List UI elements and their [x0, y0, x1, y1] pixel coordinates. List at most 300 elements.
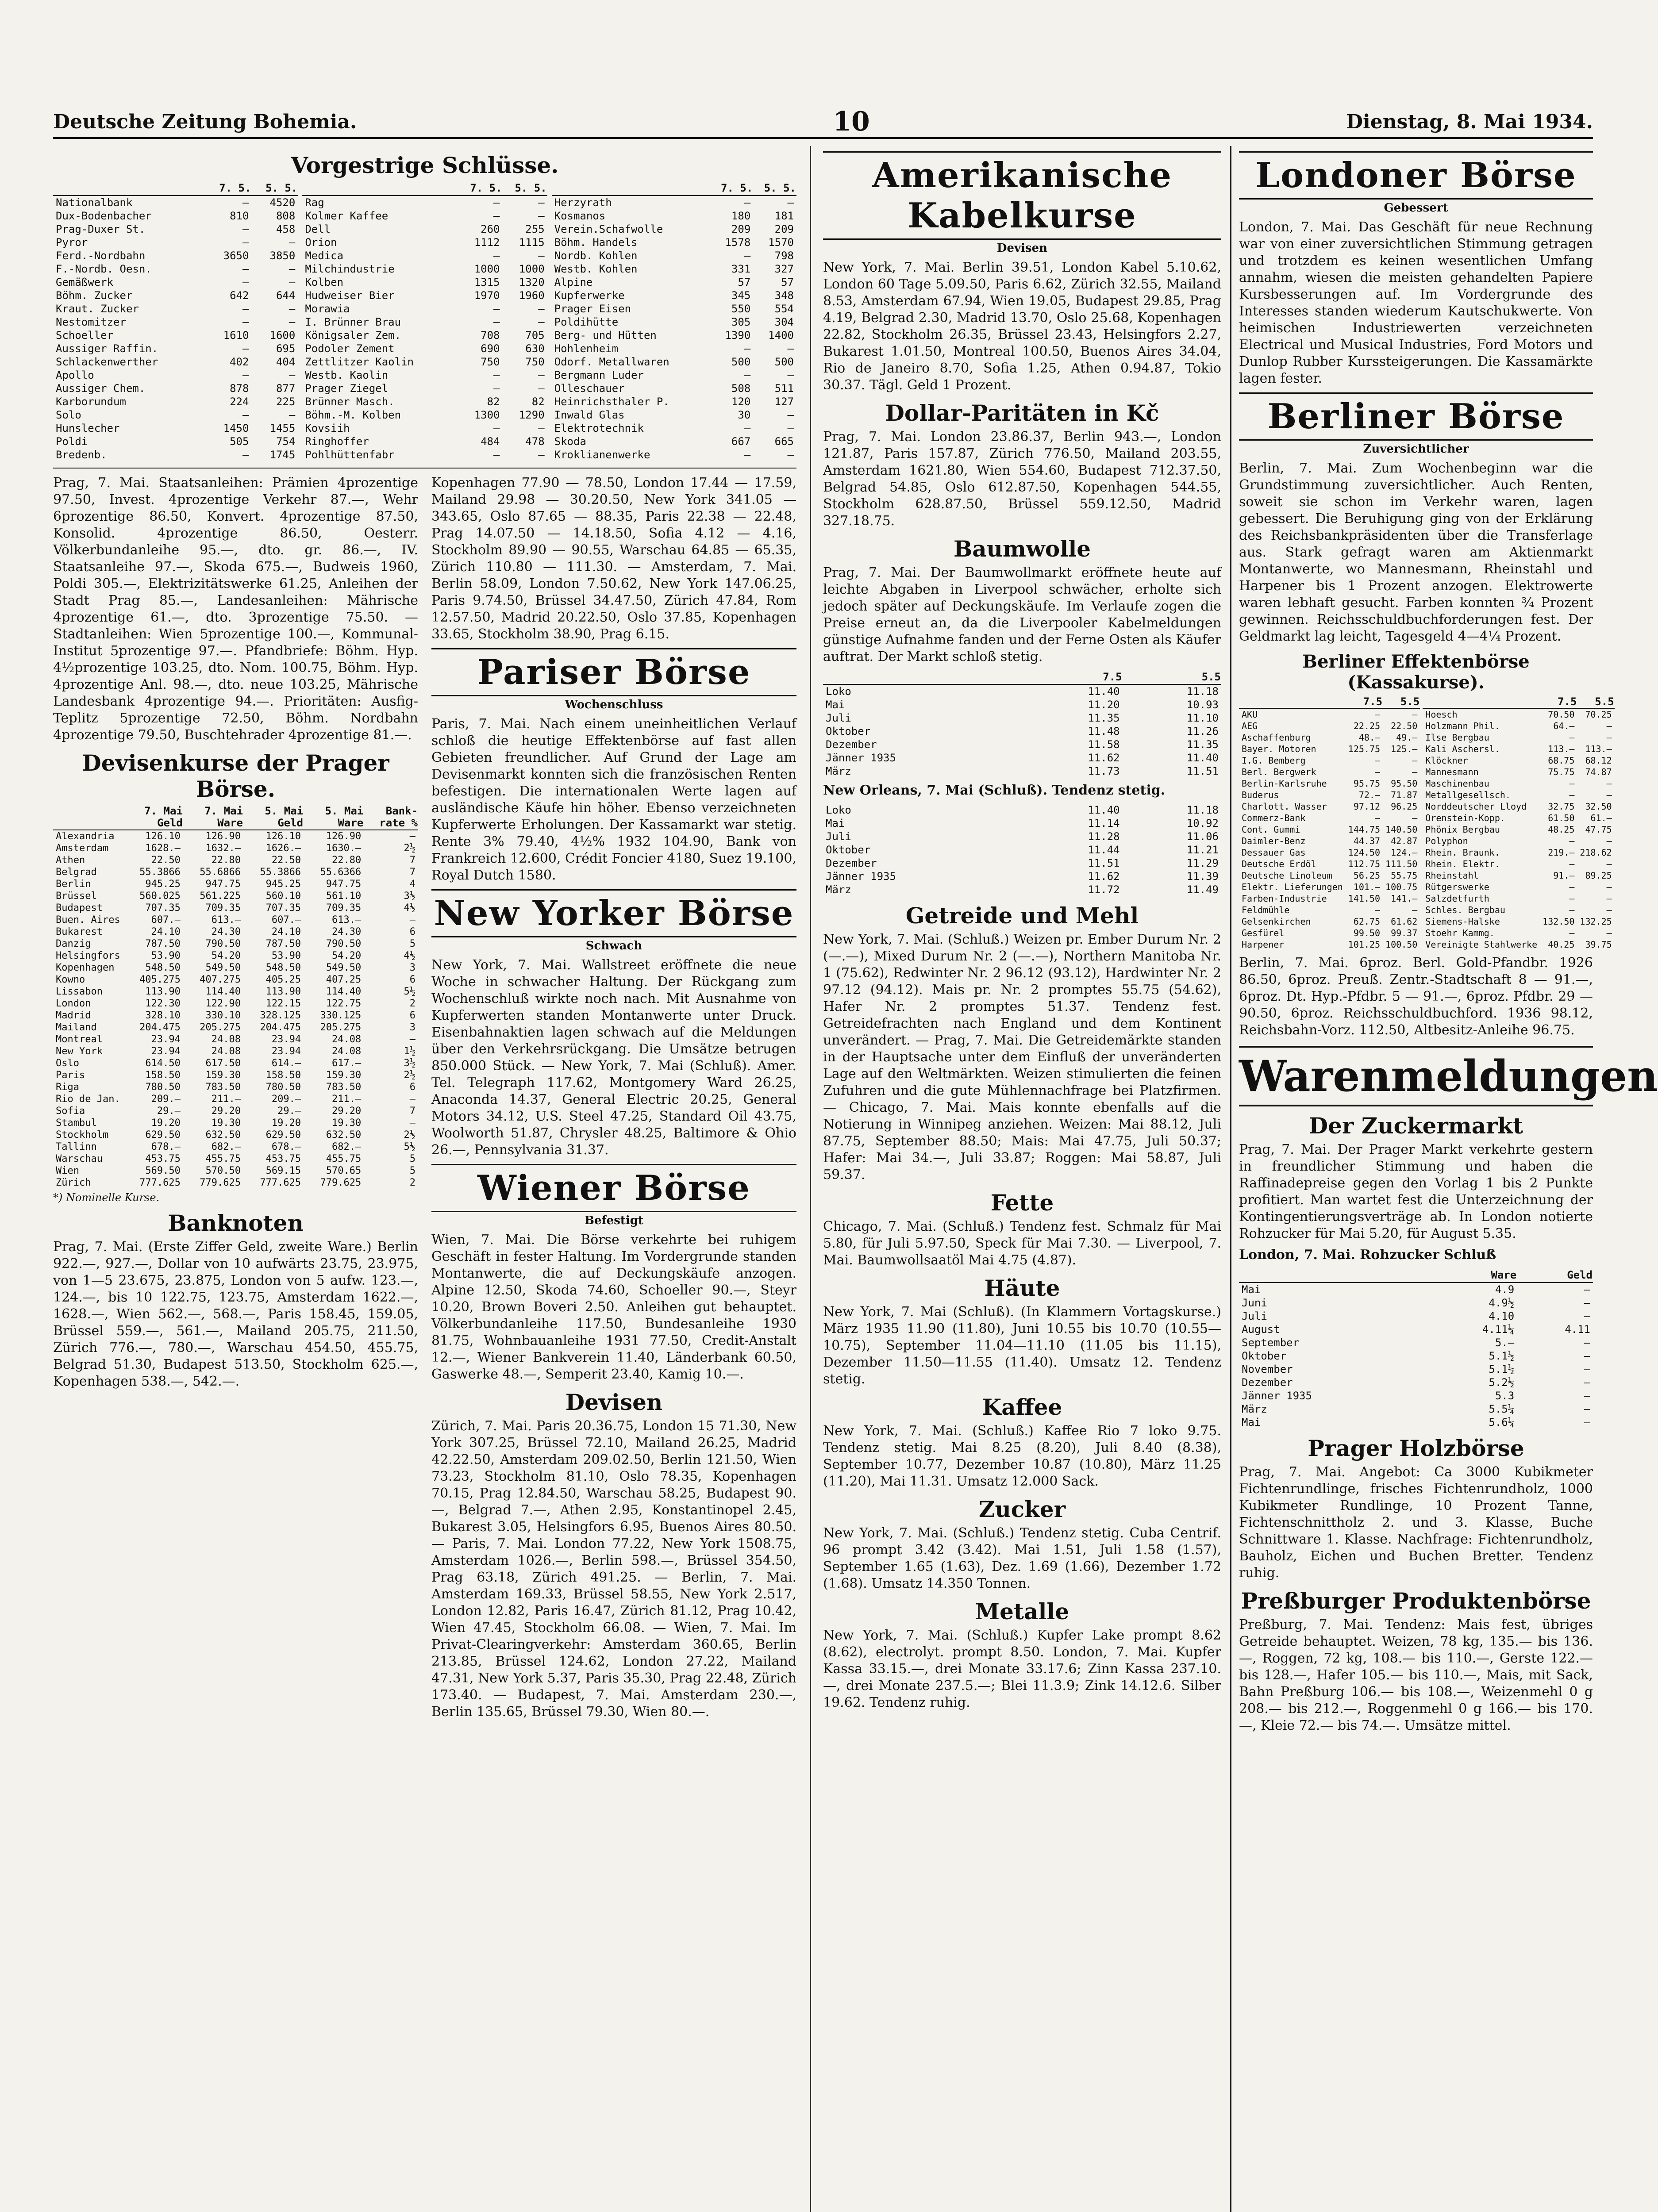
hides-report: New York, 7. Mai (Schluß). (In Klammern Vortagskurse.) März 1935 11.90 (11.80), Juni 10.55 bis 10.70 (10.55—10.75), September 11.04—11.10 (11.05 bis 11.15), Dezember 11.50—11.55 (11.40). Umsatz 12. Tendenz stetig.	[823, 1304, 1221, 1387]
quote-value: 632.50	[326, 1129, 362, 1141]
column-header: 5. Mai Ware	[304, 805, 364, 830]
table-row	[552, 196, 796, 209]
quote-value: —	[242, 223, 249, 235]
quote-value: —	[493, 382, 500, 395]
row-label: Apollo	[56, 369, 94, 381]
quote-value: 180	[731, 210, 751, 222]
table-row	[302, 249, 547, 262]
quote-value: 96.25	[1391, 801, 1418, 812]
quote-value: —	[1374, 905, 1381, 915]
quote-value: —	[538, 316, 545, 328]
wien-report: Wien, 7. Mai. Die Börse verkehrte bei ruhigem Geschäft in fester Haltung. Im Vordergrunde standen Montanwerte, die auf Deckungskäufe anzogen. Alpine 12.50, Skoda 74.60, Schoeller 90.—, Steyr 10.20, Brown Boveri 2.50. Anleihen gut behauptet. Völkerbundanleihe 117.50, Bundesanleihe 1930 81.75, Wohnbauanleihe 1931 77.50, Credit-Anstalt 12.—, Wiener Bankverein 11.40, Länderbank 60.50, Gaswerke 48.—, Semperit 23.40, Kamig 10.—.	[431, 1232, 796, 1382]
table-row	[53, 1141, 418, 1153]
quote-value: 113.—	[1548, 744, 1575, 754]
table-row	[823, 883, 1221, 896]
row-label: Ferd.-Nordbahn	[56, 250, 146, 262]
row-label: Rütgerswerke	[1425, 882, 1489, 892]
row-label: Stoehr Kammg.	[1425, 928, 1495, 938]
quote-value: 554	[774, 303, 794, 315]
table-row	[302, 329, 547, 342]
column-header: 7.5	[1023, 670, 1122, 684]
quote-value: 790.50	[205, 938, 241, 949]
table-row	[53, 329, 298, 342]
table-row	[302, 262, 547, 276]
coffee-title: Kaffee	[982, 1394, 1062, 1420]
quote-value: 642	[230, 289, 249, 302]
quote-value: 1632.—	[205, 843, 241, 854]
table-row	[302, 315, 547, 329]
quote-value: 11.40	[1186, 752, 1219, 764]
quote-value: 630	[525, 342, 545, 355]
quote-value: 5	[409, 938, 415, 949]
quote-value: 2½	[404, 1070, 415, 1081]
quote-value: —	[242, 276, 249, 288]
table-row	[1239, 858, 1420, 870]
quote-value: 40.25	[1548, 939, 1575, 950]
table-row	[1423, 916, 1614, 927]
quote-value: 24.10	[271, 926, 301, 937]
quote-value: 209	[774, 223, 794, 235]
table-row	[53, 1010, 418, 1022]
row-label: Orenstein-Kopp.	[1425, 813, 1505, 823]
table-row	[302, 448, 547, 461]
quote-value: 632.50	[205, 1129, 241, 1141]
table-row	[53, 382, 298, 395]
wien-subtitle: Befestigt	[585, 1214, 643, 1227]
table-row	[552, 289, 796, 302]
row-label: Tallinn	[56, 1141, 97, 1152]
quote-value: 484	[481, 435, 500, 448]
quote-value: 779.625	[320, 1177, 362, 1188]
table-row	[53, 842, 418, 854]
row-label: Orion	[305, 236, 337, 249]
quote-value: —	[493, 369, 500, 381]
quote-value: 24.08	[211, 1046, 241, 1057]
quote-value: 205.275	[320, 1022, 362, 1033]
quote-value: —	[1374, 813, 1381, 823]
row-label: Mai	[826, 699, 845, 711]
quote-value: 945.25	[265, 879, 301, 890]
table-row	[1239, 916, 1420, 927]
table-row	[302, 302, 547, 315]
quote-value: 125.—	[1391, 744, 1418, 754]
quote-value: 211.—	[332, 1094, 362, 1105]
sugar-title: Zucker	[978, 1496, 1066, 1522]
cotton-table	[823, 670, 1221, 778]
table-row	[53, 878, 418, 890]
row-label: Juli	[826, 830, 851, 843]
quote-value: 56.25	[1353, 870, 1381, 881]
table-row	[1239, 1416, 1593, 1429]
quote-value: 255	[525, 223, 545, 235]
table-row	[1239, 1323, 1593, 1336]
quote-value: —	[242, 409, 249, 421]
table-row	[1239, 1336, 1593, 1349]
quote-value: 100.50	[1385, 939, 1418, 950]
row-label: New York	[56, 1046, 103, 1057]
quote-value: 11.40	[1088, 804, 1120, 816]
berlin-subtitle: Zuversichtlicher	[1363, 442, 1469, 456]
orleans-title: New Orleans, 7. Mai (Schluß). Tendenz stetig.	[823, 783, 1166, 798]
row-label: Pyror	[56, 236, 88, 249]
row-label: Jänner 1935	[826, 870, 896, 883]
quote-value: 570.65	[326, 1165, 362, 1176]
table-row	[1239, 755, 1420, 766]
row-label: Riga	[56, 1082, 79, 1093]
table-row	[1239, 881, 1420, 893]
quote-value: 113.—	[1585, 744, 1612, 754]
quote-value: 947.75	[326, 879, 362, 890]
berlin-cash-tables	[1239, 695, 1614, 950]
table-row	[53, 342, 298, 355]
table-row	[302, 395, 547, 408]
quote-value: —	[538, 449, 545, 461]
row-label: Inwald Glas	[554, 409, 625, 421]
quote-value: 511	[774, 382, 794, 395]
quote-value: 790.50	[326, 938, 362, 949]
table-row	[53, 830, 418, 842]
table-row	[53, 276, 298, 289]
quote-value: —	[1606, 882, 1612, 892]
closing-table-a	[53, 181, 298, 461]
row-label: Nestomitzer	[56, 316, 126, 328]
table-row	[1423, 824, 1614, 835]
table-row	[552, 355, 796, 369]
quote-value: 72.—	[1358, 790, 1381, 800]
quote-value: 1000	[519, 263, 545, 275]
row-label: Hohlenheim	[554, 342, 619, 355]
row-label: Herzyrath	[554, 196, 612, 209]
quote-value: 11.49	[1186, 883, 1219, 896]
table-row	[53, 196, 298, 209]
table-row	[1239, 789, 1420, 801]
row-label: Milchindustrie	[305, 263, 395, 275]
cotton-report: Prag, 7. Mai. Der Baumwollmarkt eröffnete heute auf leichte Abgaben in Liverpool schwächer, erholte sich jedoch später auf Deckungskäufe. Im Verlaufe zogen die Preise erneut an, da die Liverpooler Kabelmeldungen günstige Aufnahme fanden und der Ferne Osten als Käufer auftrat. Der Markt schloß stetig.	[823, 565, 1221, 664]
row-label: Heinrichsthaler P.	[554, 396, 669, 408]
quote-value: 11.06	[1186, 830, 1219, 843]
berlin-cash-title: Berliner Effektenbörse (Kassakurse).	[1302, 651, 1530, 693]
column-rule	[810, 146, 811, 2212]
row-label: Böhm.-M. Kolben	[305, 409, 401, 421]
row-label: Rhein. Braunk.	[1425, 847, 1500, 858]
quote-value: 53.90	[271, 950, 301, 961]
quote-value: 53.90	[151, 950, 181, 961]
row-label: Deutsche Linoleum	[1242, 870, 1332, 881]
quote-value: 478	[525, 435, 545, 448]
row-label: Solo	[56, 409, 81, 421]
coffee-report: New York, 7. Mai. (Schluß.) Kaffee Rio 7 loko 9.75. Tendenz stetig. Mai 8.25 (8.20), Juli 8.40 (8.38), September 10.77, Dezember 10.87 (10.80), März 11.25 (11.20), Mai 11.31. Umsatz 12.000 Sack.	[823, 1423, 1221, 1489]
quote-value: 23.94	[271, 1034, 301, 1045]
quote-value: 614.50	[145, 1058, 181, 1069]
quote-value: —	[538, 196, 545, 209]
table-row	[1423, 870, 1614, 881]
quote-value: 224	[230, 396, 249, 408]
row-label: Zettlitzer Kaolin	[305, 356, 414, 368]
quote-value: 617.50	[205, 1058, 241, 1069]
table-row	[823, 738, 1221, 751]
quote-value: 1570	[768, 236, 794, 249]
quote-value: —	[787, 342, 794, 355]
table-row	[1423, 778, 1614, 789]
quote-value: 11.10	[1186, 712, 1219, 724]
table-row	[302, 209, 547, 223]
quote-value: 707.35	[145, 902, 181, 914]
quote-value: —	[1606, 893, 1612, 904]
quote-value: 5.5¼	[1489, 1403, 1515, 1415]
row-label: Juli	[1242, 1310, 1267, 1322]
quote-value: 19.30	[332, 1118, 362, 1129]
quote-value: 11.18	[1186, 804, 1219, 816]
column-header	[53, 805, 123, 830]
table-row	[1423, 847, 1614, 858]
row-label: Daimler-Benz	[1242, 836, 1306, 846]
banknotes-title: Banknoten	[168, 1210, 304, 1236]
column-left	[53, 146, 796, 1725]
quote-value: 4½	[404, 950, 415, 961]
kabel-subtitle: Devisen	[996, 242, 1048, 255]
row-label: Holzmann Phil.	[1425, 721, 1500, 731]
row-label: Olleschauer	[554, 382, 625, 395]
quote-value: 29.—	[277, 1106, 301, 1117]
row-label: Schlackenwerther	[56, 356, 158, 368]
orleans-table	[823, 803, 1221, 896]
quote-value: —	[409, 1094, 415, 1105]
table-row	[1239, 1402, 1593, 1416]
quote-value: 47.75	[1585, 824, 1612, 835]
quote-value: 55.3866	[260, 867, 301, 878]
quote-value: —	[744, 422, 751, 434]
quote-value: 787.50	[265, 938, 301, 949]
quote-value: 39.75	[1585, 939, 1612, 950]
quote-value: 550	[731, 303, 751, 315]
table-row	[53, 1093, 418, 1105]
quote-value: —	[493, 196, 500, 209]
quote-value: 114.40	[326, 986, 362, 997]
london-sugar-title: London, 7. Mai. Rohzucker Schluß	[1239, 1247, 1496, 1263]
row-label: Böhm. Handels	[554, 236, 638, 249]
column-header	[1423, 695, 1540, 708]
row-label: Dezember	[1242, 1376, 1293, 1389]
quote-value: 327	[774, 263, 794, 275]
quote-value: 10.93	[1186, 699, 1219, 711]
quote-value: 783.50	[205, 1082, 241, 1093]
quote-value: 68.12	[1585, 755, 1612, 766]
quote-value: 6	[409, 974, 415, 985]
row-label: Skoda	[554, 435, 586, 448]
row-label: März	[826, 765, 851, 777]
quote-value: —	[787, 196, 794, 209]
table-row	[1239, 1296, 1593, 1310]
quote-value: 783.50	[326, 1082, 362, 1093]
quote-value: 1578	[725, 236, 751, 249]
quote-value: 407.275	[200, 974, 241, 985]
quote-value: —	[1569, 905, 1575, 915]
table-row	[552, 395, 796, 408]
quote-value: 617.—	[332, 1058, 362, 1069]
table-row	[1423, 893, 1614, 904]
quote-value: 678.—	[271, 1141, 301, 1152]
table-row	[552, 408, 796, 422]
quote-value: 158.50	[265, 1070, 301, 1081]
quote-value: —	[1569, 778, 1575, 789]
quote-value: 158.50	[145, 1070, 181, 1081]
quote-value: 19.20	[271, 1118, 301, 1129]
pressburg-title: Preßburger Produktenbörse	[1241, 1588, 1591, 1614]
quote-value: 91.—	[1553, 870, 1575, 881]
quote-value: 122.15	[265, 998, 301, 1009]
grain-title: Getreide und Mehl	[905, 902, 1139, 929]
quote-value: 11.35	[1186, 738, 1219, 751]
paris-report: Paris, 7. Mai. Nach einem uneinheitlichen Verlauf schloß die heutige Effektenbörse auf fast allen Gebieten freundlicher. Auf Grund der Lage am Devisenmarkt konnten sich die französischen Renten befestigen. Die internationalen Werte lagen auf ausländische Käufe hin höher. Ebenso verzeichneten Kupferwerte Erholungen. Der Kassamarkt war stetig. Rente 3% 79.40, 4½% 1932 104.90, Bank von Frankreich 12.600, Crédit Foncier 4180, Suez 19.100, Royal Dutch 1580.	[431, 716, 796, 883]
row-label: Juli	[826, 712, 851, 724]
quote-value: 1630.—	[326, 843, 362, 854]
table-row	[1239, 927, 1420, 939]
row-label: Buderus	[1242, 790, 1279, 800]
table-row	[552, 209, 796, 223]
cotton-title: Baumwolle	[953, 536, 1091, 562]
table-row	[53, 1105, 418, 1117]
table-row	[302, 342, 547, 355]
table-row	[53, 408, 298, 422]
quote-value: 22.80	[211, 855, 241, 866]
quote-value: 4.9½	[1489, 1297, 1515, 1309]
quote-value: 5.2½	[1489, 1376, 1515, 1389]
devisen-title: Devisen	[565, 1389, 663, 1415]
table-header-row	[302, 181, 547, 196]
table-row	[53, 302, 298, 315]
quote-value: 779.625	[200, 1177, 241, 1188]
quote-value: 44.37	[1353, 836, 1381, 846]
row-label: Medica	[305, 250, 344, 262]
row-label: Dezember	[826, 738, 877, 751]
row-label: Jänner 1935	[1242, 1390, 1312, 1402]
quote-value: 304	[774, 316, 794, 328]
quote-value: 70.25	[1585, 709, 1612, 720]
row-label: Deutsche Erdöl	[1242, 859, 1316, 869]
quote-value: —	[538, 369, 545, 381]
sugar-report: New York, 7. Mai. (Schluß.) Tendenz stetig. Cuba Centrif. 96 prompt 3.42 (3.42). Mai 1.51, Juli 1.58 (1.57), September 1.65 (1.63), Dez. 1.69 (1.66), Dezember 1.72 (1.68). Umsatz 14.350 Tonnen.	[823, 1525, 1221, 1591]
quote-value: 57	[781, 276, 794, 288]
quote-value: 665	[774, 435, 794, 448]
quote-value: 11.18	[1186, 685, 1219, 698]
table-row	[823, 803, 1221, 817]
quote-value: —	[409, 914, 415, 926]
quote-value: 5.1½	[1489, 1350, 1515, 1362]
quote-value: —	[538, 303, 545, 315]
row-label: Hudweiser Bier	[305, 289, 395, 302]
quote-value: 947.75	[205, 879, 241, 890]
quote-value: 345	[731, 289, 751, 302]
quote-value: 111.50	[1385, 859, 1418, 869]
row-label: Stambul	[56, 1118, 97, 1129]
paris-title: Pariser Börse	[431, 648, 796, 696]
quote-value: 1115	[519, 236, 545, 249]
quote-value: —	[289, 263, 296, 275]
quote-value: 113.90	[265, 986, 301, 997]
row-label: Kupferwerke	[554, 289, 625, 302]
quote-value: 777.625	[260, 1177, 301, 1188]
quote-value: 159.30	[205, 1070, 241, 1081]
quote-value: 754	[276, 435, 296, 448]
quote-value: —	[409, 1118, 415, 1129]
metals-title: Metalle	[975, 1598, 1069, 1624]
quote-value: 113.90	[145, 986, 181, 997]
row-label: Hunslecher	[56, 422, 120, 434]
row-label: Bredenb.	[56, 449, 107, 461]
quote-value: —	[242, 449, 249, 461]
quote-value: 11.48	[1088, 725, 1120, 737]
table-row	[53, 315, 298, 329]
quote-value: 75.75	[1548, 767, 1575, 777]
row-label: Harpener	[1242, 939, 1285, 950]
table-row	[302, 382, 547, 395]
row-label: März	[826, 883, 851, 896]
quote-value: —	[289, 409, 296, 421]
row-label: Kraut. Zucker	[56, 303, 139, 315]
table-row	[53, 1045, 418, 1057]
table-row	[1423, 732, 1614, 743]
table-row	[53, 369, 298, 382]
table-row	[1239, 847, 1420, 858]
quote-value: 126.10	[265, 831, 301, 842]
table-header-row	[53, 805, 418, 830]
quote-value: —	[1584, 1283, 1590, 1296]
quote-value: 560.025	[139, 891, 181, 902]
row-label: Buen. Aires	[56, 914, 120, 926]
quote-value: —	[1606, 778, 1612, 789]
row-label: Polyphon	[1425, 836, 1468, 846]
table-row	[823, 856, 1221, 870]
quote-value: 453.75	[265, 1153, 301, 1164]
quote-value: 11.21	[1186, 844, 1219, 856]
table-row	[302, 355, 547, 369]
quote-value: 404	[276, 356, 296, 368]
quote-value: —	[493, 303, 500, 315]
quote-value: —	[1569, 790, 1575, 800]
table-row	[53, 289, 298, 302]
quote-value: 4.11	[1565, 1323, 1590, 1336]
column-header: 7. 5.	[710, 181, 754, 196]
quote-value: —	[1606, 836, 1612, 846]
row-label: Farben-Industrie	[1242, 893, 1327, 904]
quote-value: 549.50	[326, 962, 362, 973]
berlin-cash-table-a	[1239, 695, 1420, 950]
quote-value: 508	[731, 382, 751, 395]
quote-value: —	[1606, 928, 1612, 938]
closing-table-c	[552, 181, 796, 461]
quote-value: —	[1584, 1390, 1590, 1402]
row-label: Dell	[305, 223, 331, 235]
quote-value: 19.20	[151, 1118, 181, 1129]
row-label: Königsaler Zem.	[305, 329, 401, 342]
row-label: Elektr. Lieferungen	[1242, 882, 1343, 892]
row-label: Ringhoffer	[305, 435, 369, 448]
row-label: Mai	[1242, 1283, 1261, 1296]
issue-date: Dienstag, 8. Mai 1934.	[1346, 110, 1593, 133]
quote-value: —	[744, 342, 751, 355]
quote-value: —	[1412, 755, 1418, 766]
quote-value: 23.94	[271, 1046, 301, 1057]
row-label: Oktober	[1242, 1350, 1287, 1362]
row-label: Jänner 1935	[826, 752, 896, 764]
quote-value: 49.—	[1396, 732, 1418, 743]
table-row	[552, 315, 796, 329]
quote-value: 2½	[404, 1129, 415, 1141]
quote-value: 124.50	[1348, 847, 1381, 858]
row-label: Gemäßwerk	[56, 276, 114, 288]
table-row	[823, 817, 1221, 830]
table-row	[823, 830, 1221, 843]
